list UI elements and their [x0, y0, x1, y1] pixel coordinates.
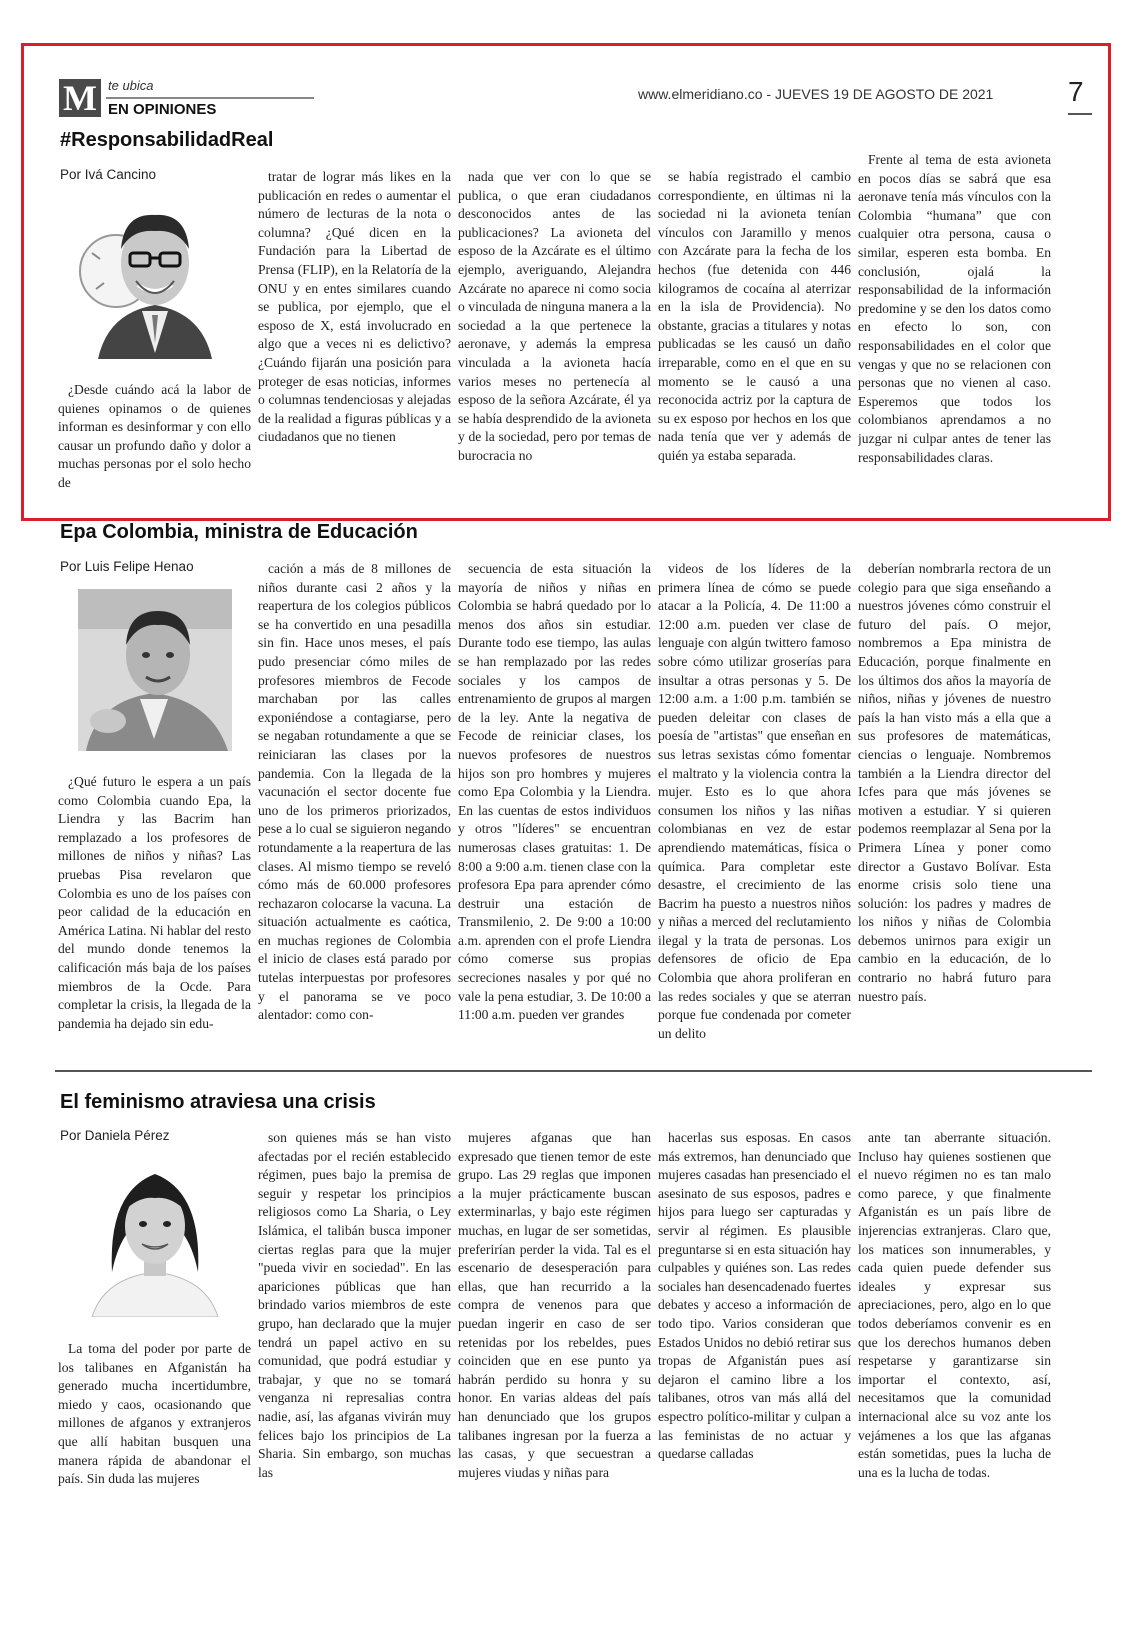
header-date-line: www.elmeridiano.co - JUEVES 19 DE AGOSTO DE 2021: [638, 86, 994, 102]
article-column: Frente al tema de esta avioneta en pocos días se sabrá que esa aeronave tenía más vínculos con la Colombia “humana” que con cualquier otra persona, causa o similar, esperen esta bomba. En conclusión, ojalá la responsabilidad de la información predomine y se den los datos como en efecto lo son, con responsabilidades en el color que vengas y que no se relacionen con personas que no vienen al caso. Esperemos que todos los colombianos aprendamos a no juzgar ni culpar antes de tener las responsabilidades claras.: [858, 152, 1051, 465]
section-divider: [55, 1070, 1092, 1072]
author-portrait-icon: [78, 589, 232, 751]
article-column: ante tan aberrante situación. Incluso hay quienes sostienen que el nuevo régimen no es tan malo como parece, y que finalmente Afganistán es un país libre de injerencias extranjeras. Claro que, los matices son innumerables, y cada quien puede defender sus ideales y expresar sus apreciaciones, pero, algo en lo que todos deberíamos convenir es en que los derechos humanos deben respetarse y garantizarse sin importar el contexto, así, necesitamos que la comunidad internacional alce su voz ante los vejámenes a los que las afganas están sometidas, pues la lucha de una es la lucha de todas.: [858, 1130, 1051, 1480]
article-column: mujeres afganas que han expresado que tienen temor de este grupo. Las 29 reglas que imponen a la mujer prácticamente buscan exterminarlas, y bajo este régimen muchas, en lugar de ser sometidas, preferirían perder la vida. Tal es el escenario de desesperación para ellas, que han recurrido a la compra de venenos para que puedan ingerir en caso de ser retenidas por los rebeldes, pues coinciden que en ese punto ya habrán perdido su honra y su honor. En varias aldeas del país han denunciado que los grupos talibanes ingresan por la fuerza a las casas, y que secuestran a mujeres viudas y niñas para: [458, 1130, 651, 1480]
section-kicker: EN OPINIONES: [108, 101, 217, 118]
article-column: videos de los líderes de la primera línea de cómo se puede atacar a la Policía, 4. De 11:00 a 12:00 a.m. pueden ver clase de lenguaje con algún twittero famoso sobre cómo utilizar groserías para insultar a otras personas y 5. De 12:00 a.m. a 1:00 p.m. también se pueden deleitar con clases de poesía de "artistas" que enseñan en sus letras sexistas cómo fomentar el maltrato y la violencia contra la mujer. Esto es lo que ahora consumen los niños y las niñas colombianas en vez de estar aprendiendo matemáticas, física o química. Para completar este desastre, el crecimiento de las Bacrim ha puesto a nuestros niños y niñas a merced del reclutamiento ilegal y la trata de personas. Los defensores de oficio de Epa Colombia que ahora proliferan en las redes sociales y que se aterran porque fue condenada por cometer un delito: [658, 561, 851, 1041]
logo-icon: M: [59, 79, 101, 117]
article-headline: Epa Colombia, ministra de Educación: [60, 521, 418, 543]
article-column: se había registrado el cambio correspondiente, en últimas ni la sociedad ni la avioneta tenían vínculos con Jaramillo y menos con Azcárate para la fecha de los hechos (fue detenida con 446 kilogramos de cocaína al aterrizar en la isla de Providencia). No obstante, gracias a titulares y notas publicadas se les causó un daño irreparable, como en el que en su momento se le causó a una reconocida actriz por la captura de su ex esposo por hechos en los que nada tenía que ver y además de quién ya estaba separada.: [658, 169, 851, 463]
section-kicker-small: te ubica: [108, 78, 154, 93]
article-column: hacerlas sus esposas. En casos más extremos, han denunciado que mujeres casadas han presenciado el asesinato de sus esposos, padres e hijos para luego ser capturadas y servir al régimen. Es plausible preguntarse si en esta situación hay culpables y quiénes son. Las redes sociales han desencadenado fuertes debates y acceso a información de todo tipo. Varios consideran que Estados Unidos no debió retirar sus tropas de Afganistán pues así dejaron el camino libre a los talibanes, otros van más allá del espectro político-militar y culpan a las feministas de no actuar y quedarse calladas: [658, 1130, 851, 1462]
page-number: 7: [1068, 76, 1084, 107]
article-column: tratar de lograr más likes en la publicación en redes o aumentar el número de lecturas de la nota o columna? ¿Qué dicen en la Fundación para la Libertad de Prensa (FLIP), en la Relatoría de la ONU y en entes similares cuando se publica, por ejemplo, que el esposo de X, está involucrado en algo que a veces ni es delictivo? ¿Cuándo fijarán una posición para proteger de esas noticias, informes o columnas tendenciosas y alejadas de la realidad a figuras públicas y a ciudadanos que no tienen: [258, 169, 451, 445]
article-byline: Por Ivá Cancino: [60, 167, 157, 182]
article-column: ¿Desde cuándo acá la labor de quienes opinamos o de quienes informan es desinformar y con ello causar un profundo daño y dolor a muchas personas por el solo hecho de: [58, 382, 251, 490]
page-number-rule: [1068, 113, 1092, 115]
article-column: nada que ver con lo que se publica, o que eran ciudadanos desconocidos antes de las publicaciones? La avioneta del esposo de la Azcárate es el último ejemplo, averiguando, Alejandra Azcárate no aparece ni como socia o vinculada de ninguna manera a la sociedad a la que pertenece la aeronave, y además la empresa vinculada a la avioneta hacía varios meses no pertenecía al esposo de la señora Azcárate, él ya se había desprendido de la avioneta y de la sociedad, pero por temas de burocracia no: [458, 169, 651, 463]
article-column: ¿Qué futuro le espera a un país como Colombia cuando Epa, la Liendra y las Bacrim han remplazado a los profesores de millones de niños y niñas? Las pruebas Pisa revelaron que Colombia es uno de los países con peor calidad de la educación en América Latina. Ni hablar del resto del mundo donde tenemos la calificación más baja de los países miembros de la Ocde. Para completar la crisis, la llegada de la pandemia ha dejado sin edu-: [58, 774, 251, 1031]
author-portrait-icon: [78, 1152, 232, 1317]
article-column: secuencia de esta situación la mayoría de niños y niñas en Colombia se habrá quedado por lo menos dos años sin estudiar. Durante todo ese tiempo, las aulas se han remplazado por las redes sociales y los campos de entrenamiento de grupos al margen de la ley. Ante la negativa de Fecode de reiniciar clases, los nuevos profesores de nuestros hijos son pro hombres y mujeres como Epa Colombia y la Liendra. En las cuentas de estos individuos y otros "líderes" se encuentran numerosas clases gratuitas: 1. De 8:00 a 9:00 a.m. tienen clase con la profesora Epa para aprender cómo destruir una estación de Transmilenio, 2. De 9:00 a 10:00 a.m. aprenden con el profe Liendra cómo comerse sus propias secreciones nasales y por qué no vale la pena estudiar, 3. De 10:00 a 11:00 a.m. pueden ver grandes: [458, 561, 651, 1023]
author-portrait-icon: [78, 193, 232, 359]
article-headline: #ResponsabilidadReal: [60, 129, 274, 151]
article-headline: El feminismo atraviesa una crisis: [60, 1091, 376, 1113]
article-byline: Por Luis Felipe Henao: [60, 559, 194, 574]
article-column: deberían nombrarla rectora de un colegio para que siga enseñando a nuestros jóvenes cómo construir el futuro del país. O mejor, nombremos a Epa ministra de Educación, porque finalmente en los últimos dos años la mayoría de niños, niñas y jóvenes de nuestro país la han visto más a ella que a sus profesores de matemáticas, ciencias o lenguaje. Nombremos también a la Liendra director del Icfes para que más jóvenes se motiven a estudiar. Y si quieren podemos reemplazar al Sena por la Primera Línea y poner como director a Gustavo Bolívar. Esta enorme crisis solo tiene una solución: los padres y madres de los niños y niñas de Colombia debemos unirnos para exigir un cambio en la educación, de lo contrario no habrá futuro para nuestro país.: [858, 561, 1051, 1004]
article-byline: Por Daniela Pérez: [60, 1128, 170, 1143]
article-column: cación a más de 8 millones de niños durante casi 2 años y la reapertura de los colegios públicos se ha convertido en una pesadilla sin fin. Hace unos meses, el país pudo presenciar cómo miles de profesores miembros de Fecode marchaban por las calles exponiéndose a contagiarse, pero se negaban rotundamente a que se reiniciaran las clases por la pandemia. Con la llegada de la vacunación el sector docente fue uno de los primeros priorizados, pese a lo cual se siguieron negando rotundamente a la reapertura de las clases. Al mismo tiempo se reveló cómo más de 60.000 profesores rechazaron colocarse la vacuna. La situación actualmente es caótica, en muchas regiones de Colombia el inicio de clases está parado por tutelas interpuestas por profesores y el panorama se ve poco alentador: como con-: [258, 561, 451, 1023]
article-column: La toma del poder por parte de los talibanes en Afganistán ha generado mucha incertidumbre, miedo y caos, ocasionando que millones de afganos y extranjeros que allí habitan busquen una manera rápida de abandonar el país. Sin duda las mujeres: [58, 1341, 251, 1487]
article-column: son quienes más se han visto afectadas por el recién establecido régimen, pues bajo la premisa de seguir y respetar los principios religiosos como La Sharia, o Ley Islámica, el talibán busca imponer ciertas reglas para que la mujer "pueda vivir en sociedad". En las apariciones públicas que han brindado varios miembros de este grupo, han declarado que la mujer tendrá un papel activo en su comunidad, que podrá estudiar y trabajar, y que no se tomará venganza ni represalias contra nadie, así, las afganas vivirán muy felices bajo los principios de La Sharia. Sin embargo, son muchas las: [258, 1130, 451, 1480]
kicker-rule: [106, 97, 314, 99]
